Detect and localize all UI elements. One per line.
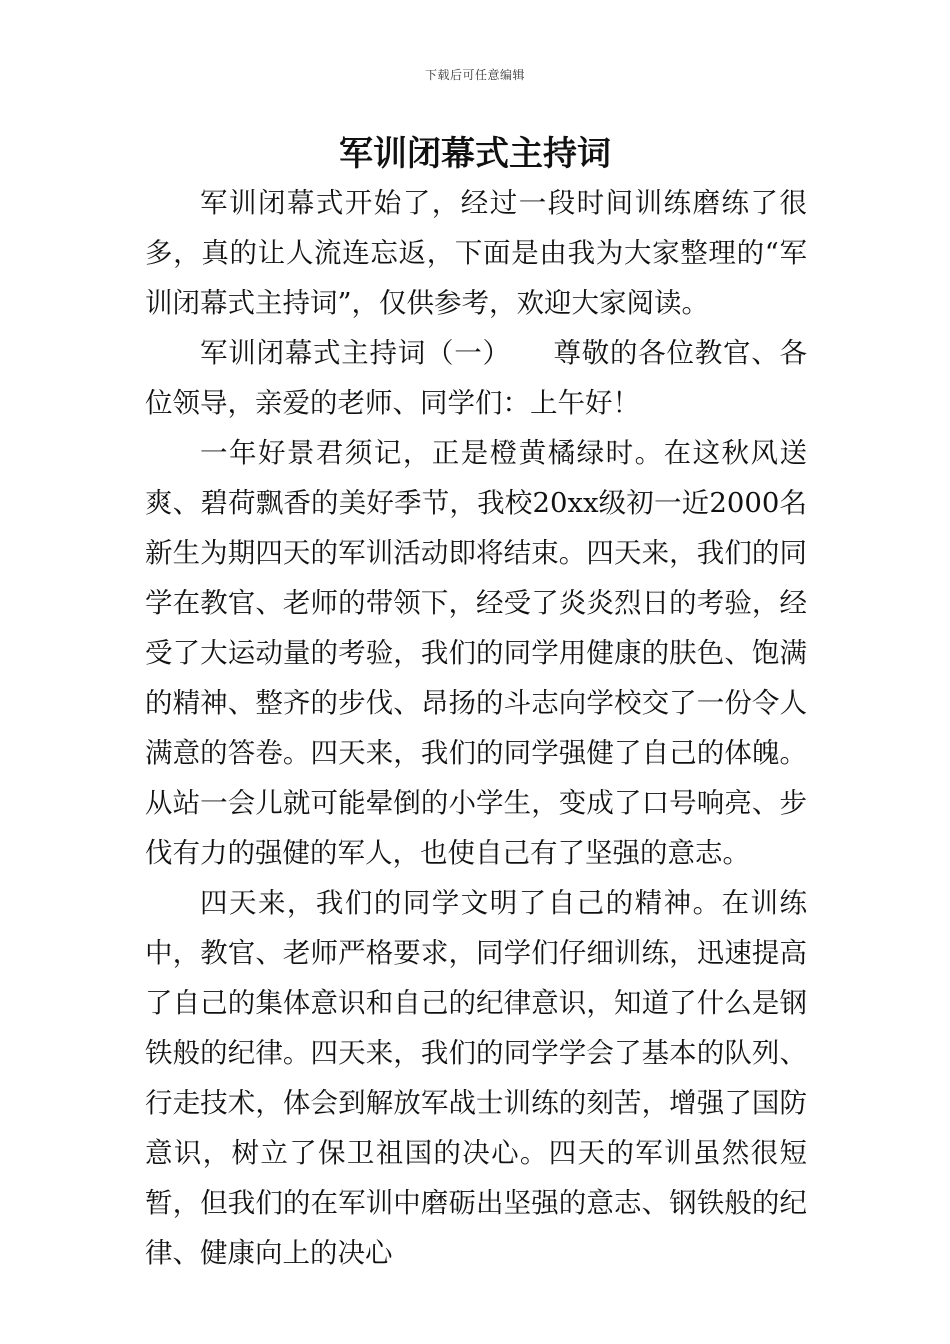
header-note: 下载后可任意编辑 xyxy=(424,68,525,82)
document-body xyxy=(145,178,807,1278)
document-title: 军训闭幕式主持词 xyxy=(339,134,611,174)
paragraph-body-1: 一年好景君须记，正是橙黄橘绿时。在这秋风送爽、碧荷飘香的美好季节，我校20xx级初一近2000名新生为期四天的军训活动即将结束。四天来，我们的同学在教官、老师的带领下，经受了炎炎烈日的考验，经受了大运动量的考验，我们的同学用健康的肤色、饱满的精神、整齐的步伐、昂扬的斗志向学校交了一份令人满意的答卷。四天来，我们的同学强健了自己的体魄。从站一会儿就可能晕倒的小学生，变成了口号响亮、步伐有力的强健的军人，也使自己有了坚强的意志。 xyxy=(145,437,807,869)
paragraph-body-2: 四天来，我们的同学文明了自己的精神。在训练中，教官、老师严格要求，同学们仔细训练，迅速提高了自己的集体意识和自己的纪律意识，知道了什么是钢铁般的纪律。四天来，我们的同学学会了基本的队列、行走技术，体会到解放军战士训练的刻苦，增强了国防意识，树立了保卫祖国的决心。四天的军训虽然很短暂，但我们的在军训中磨砺出坚强的意志、钢铁般的纪律、健康向上的决心 xyxy=(145,887,807,1269)
paragraph-intro: 军训闭幕式开始了，经过一段时间训练磨练了很多，真的让人流连忘返，下面是由我为大家整理的“军训闭幕式主持词”，仅供参考，欢迎大家阅读。 xyxy=(145,187,807,319)
paragraph-section-heading: 军训闭幕式主持词（一） 尊敬的各位教官、各位领导，亲爱的老师、同学们：上午好！ xyxy=(145,337,807,419)
